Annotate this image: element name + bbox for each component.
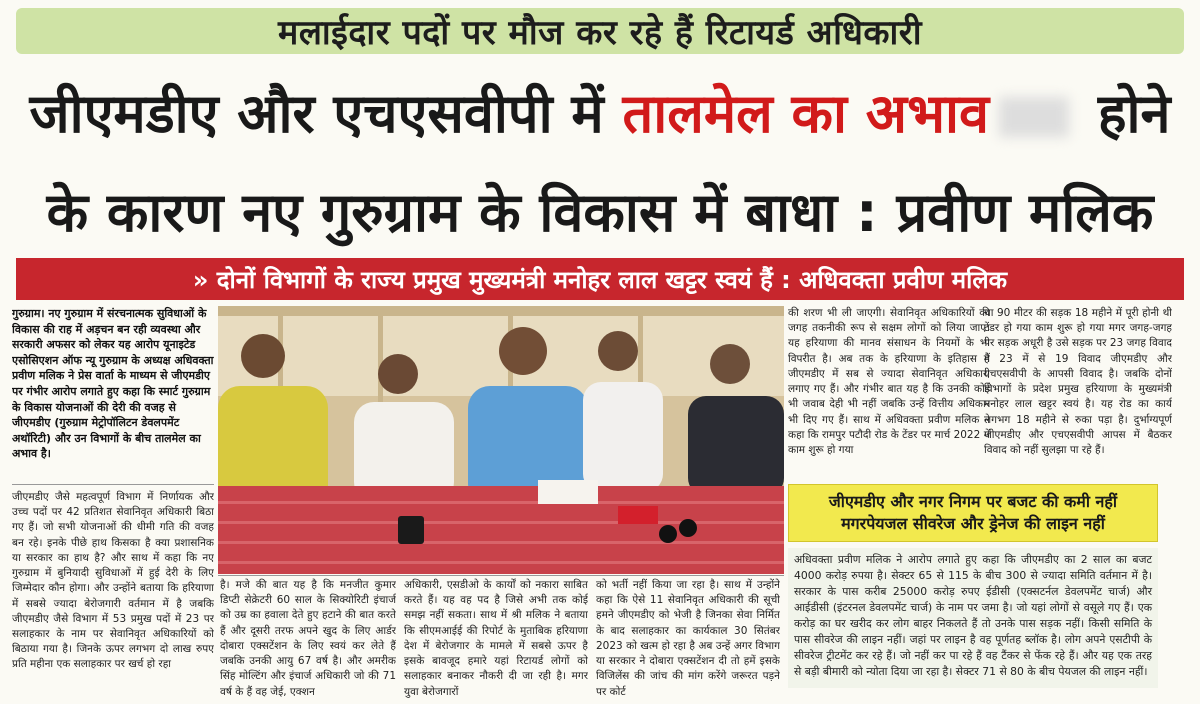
- photo-divider: [218, 575, 784, 576]
- headline-line-1: [18, 84, 1182, 143]
- subheadline-bar: » दोनों विभागों के राज्य प्रमुख मुख्यमंत्री मनोहर लाल खट्टर स्वयं हैं : अधिवक्ता प्रवीण मलिक: [16, 258, 1184, 300]
- column-right-2: था 90 मीटर की सड़क 18 महीने में पूरी होनी थी टेंडर हो गया काम शुरू हो गया मगर जगह-जगह पर सड़क अधूरी है उसे सड़क पर 23 जगह विवाद है 23 में से 19 विवाद जीएमडीए और एचएसवीपी के आपसी विवाद है। जबकि दोनों विभागों के प्रदेश प्रमुख हरियाणा के मुख्यमंत्री मनोहर लाल खट्टर स्वयं है। यह रोड का कार्य लगभग 18 महीने से रुका पड़ा है। दुर्भाग्यपूर्ण जीएमडीए और एचएसवीपी आपस में बैठकर विवाद को नहीं सुलझा पा रहे हैं।: [984, 307, 1172, 456]
- sidebox-headline: [788, 484, 1158, 542]
- blurred-patch: [999, 97, 1069, 137]
- column-left: जीएमडीए जैसे महत्वपूर्ण विभाग में निर्णायक और उच्च पदों पर 42 प्रतिशत सेवानिवृत अधिकारी बिठा गए हैं। जो सभी योजनाओं की धीमी गति की वजह बन रहे। इनके पीछे हाथ किसका है क्या प्रशासनिक या सरकार का हाथ है? और साथ में कहा कि नए गुरुग्राम में बुनियादी सुविधाओं में हुई देरी के लिए जिम्मेदार कौन होगा। और उन्होंने बताया कि हरियाणा में सबसे ज्यादा बेरोजगारी वर्तमान में है जबकि जीएमडीए जैसे विभाग में 53 प्रमुख पदों में 23 पर सलाहकार के नाम पर सेवानिवृत अधिकारियों को बिठाया गया है। जिनके ऊपर लगभग दो लाख रुपए प्रति महीना एक सलाहकार पर खर्च हो रहा: [12, 491, 214, 671]
- sidebox-title-1: जीएमडीए और नगर निगम पर बजट की कमी नहीं: [828, 492, 1118, 512]
- sidebox-body: अधिवक्ता प्रवीण मलिक ने आरोप लगाते हुए कहा कि जीएमडीए का 2 साल का बजट 4000 करोड़ रुपया है। सेक्टर 65 से 115 के बीच 300 से ज्यादा समिति वर्तमान में है। सरकार के पास करीब 25000 करोड़ रुपए ईडीसी (एक्सटर्नल डेवलपमेंट चार्ज) और आईडीसी (इंटरनल डेवलपमेंट चार्ज) के नाम पर जमा है। जो यहां लोगों से वसूले गए हैं। एक करोड़ का घर खरीद कर लोग बाहर निकलते हैं तो उनके पास सड़क नहीं। किसी समिति के पास सीवरेज की लाइन नहीं। जहां पर लाइन है वह पूर्णतह ब्लॉक है। लोग अपने एसटीपी के सीवरेज ट्रीटमेंट कर रहे हैं। जो नहीं कर पा रहे हैं वह टैंकर से फेंक रहे हैं। और यह एक तरह से बड़ी बीमारी को न्योता दिया जा रहा है। सेक्टर 71 से 80 के बीच पेयजल की लाइन नहीं।: [788, 548, 1158, 688]
- kicker-banner: मलाईदार पदों पर मौज कर रहे हैं रिटायर्ड अधिकारी: [16, 8, 1184, 54]
- headline-part-a: जीएमडीए और एचएसवीपी में: [29, 82, 623, 145]
- column-right-1: की शरण भी ली जाएगी। सेवानिवृत अधिकारियों की जगह तकनीकी रूप से सक्षम लोगों को लिया जाए। यह हरियाणा की मानव संसाधन के नियमों के भी विपरीत है। अब तक के हरियाणा के इतिहास में जीएमडीए में सब से ज्यादा सेवानिवृत अधिकारी लगाए गए हैं। और गंभीर बात यह है कि उनकी कोई भी जवाब देही भी नहीं जबकि उन्हें वित्तीय अधिकार भी दिए गए हैं। साथ में अधिवक्ता प्रवीण मलिक ने कहा कि रामपुर पटौदी रोड के टेंडर पर मार्च 2022 में काम शुरू हो गया: [788, 307, 990, 456]
- column-bottom-1: है। मजे की बात यह है कि मनजीत कुमार डिप्टी सेक्रेटरी 60 साल के सिक्योरिटी इंचार्ज को उम्र का हवाला देते हुए हटाने की बात करते हैं और दूसरी तरफ अपने खुद के लिए आर्डर दोबारा एक्सटेंशन के लिए स्वयं कर लेते हैं जबकि उनकी आयु 67 वर्ष है। और अमरीक सिंह मोल्टिंग और इंचार्ज अधिकारी जो की 71 वर्ष के हैं वह जेई, एक्शन: [220, 579, 396, 698]
- intro-divider: [12, 484, 214, 485]
- headline-line-2: के कारण नए गुरुग्राम के विकास में बाधा : प्रवीण मलिक: [46, 181, 1154, 244]
- headline-part-b: होने: [1079, 82, 1171, 145]
- intro-paragraph: गुरुग्राम। नए गुरुग्राम में संरचनात्मक सुविधाओं के विकास की राह में अड़चन बन रही व्यवस्था और सरकारी अफसर को लेकर यह आरोप यूनाइटेड एसोसिएशन ऑफ न्यू गुरुग्राम के अध्यक्ष अधिवक्ता प्रवीण मलिक ने प्रेस वार्ता के माध्यम से जीएमडीए पर गंभीर आरोप लगाते हुए कहा कि स्मार्ट गुरुग्राम के विकास योजनाओं की देरी की वजह से जीएमडीए (गुरुग्राम मेट्रोपॉलिटन डेवलपमेंट अथॉरिटी) और उन विभागों के बीच तालमेल का अभाव है।: [12, 307, 214, 461]
- photo-illustration: [218, 306, 784, 574]
- press-conference-photo: [218, 306, 784, 574]
- column-bottom-2: अधिकारी, एसडीओ के कार्यों को नकारा साबित करते हैं। यह वह पद है जिसे अभी तक कोई समझ नहीं सकता। साथ में श्री मलिक ने बताया कि सीएमआईई की रिपोर्ट के मुताबिक हरियाणा देश में बेरोजगार के मामले में सबसे ऊपर है इसके बावजूद हमारे यहां रिटायर्ड लोगों को सलाहकार बनाकर नौकरी दी जा रही है। मगर युवा बेरोजगारों: [404, 579, 588, 698]
- headline-highlight: तालमेल का अभाव: [622, 82, 990, 145]
- sidebox-title-2: मगरपेयजल सीवरेज और ड्रेनेज की लाइन नहीं: [841, 514, 1105, 533]
- column-bottom-3: को भर्ती नहीं किया जा रहा है। साथ में उन्होंने कहा कि ऐसे 11 सेवानिवृत अधिकारी की सूची हमने जीएमडीए को भेजी है जिनका सेवा निर्मित के बाद सलाहकार का कार्यकाल 30 सितंबर 2023 को खत्म हो रहा है अब उन्हें अगर विभाग या सरकार ने दोबारा एक्सटेंशन दी तो हमें इसके विजिलेंस की जांच की मांग करेंगे जरूरत पड़ने पर कोर्ट: [596, 579, 780, 698]
